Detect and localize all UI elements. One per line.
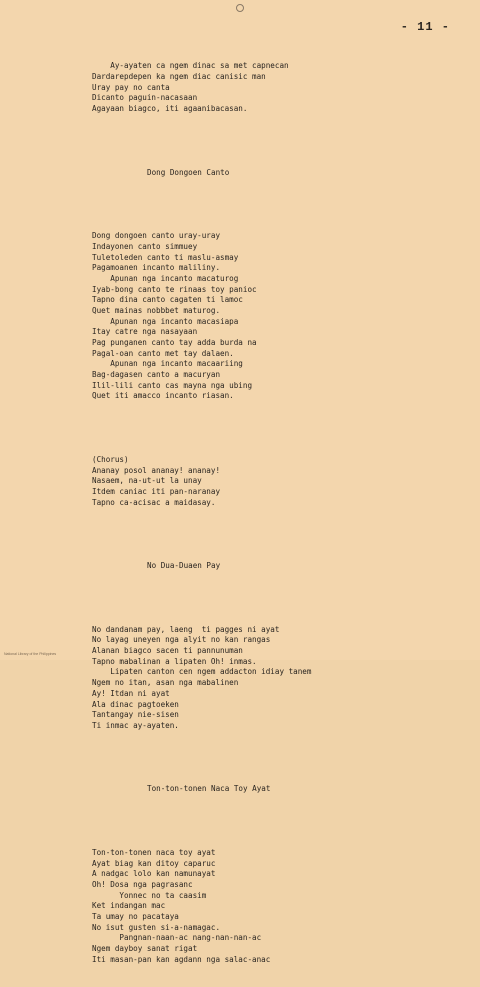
text-line: Ay! Itdan ni ayat: [92, 688, 170, 698]
text-line: Ay-ayaten ca ngem dinac sa met capnecan: [92, 61, 289, 71]
text-line: No layag uneyen nga alyit no kan rangas: [92, 635, 271, 645]
section-chorus: [92, 455, 452, 508]
text-line: Yonnec no ta caasim: [92, 890, 207, 900]
text-line: Apunan nga incanto macaturog: [92, 273, 239, 283]
text-line: Tapno mabalinan a lipaten Oh! inmas.: [92, 656, 257, 666]
text-line: Dicanto paguin-nacasaan: [92, 93, 198, 103]
text-line: Itdem caniac iti pan-naranay: [92, 487, 221, 497]
text-line: Ta umay no pacataya: [92, 912, 179, 922]
song-title-dong-dongoen: Dong Dongoen Canto: [147, 167, 230, 177]
section-dong-dongoen: [92, 231, 452, 402]
section-ay-ayaten: [92, 61, 452, 114]
text-line: Dardarepdepen ka ngem diac canisic man: [92, 72, 266, 82]
text-line: Indayonen canto simmuey: [92, 241, 198, 251]
text-line: Pag punganen canto tay adda burda na: [92, 338, 257, 348]
binding-hole: [236, 4, 244, 12]
text-line: Ngem no itan, asan nga mabalinen: [92, 678, 239, 688]
text-line: Iti masan-pan kan agdann nga salac-anac: [92, 954, 271, 964]
text-line: Itay catre nga nasayaan: [92, 327, 198, 337]
footer-credit: National Library of the Philippines: [4, 652, 57, 656]
text-line: Iyab-bong canto te rinaas toy panioc: [92, 284, 257, 294]
text-line: Pagal-oan canto met tay dalaen.: [92, 348, 234, 358]
text-line: Pangnan-naan-ac nang-nan-nan-ac: [92, 933, 262, 943]
text-line: Bag-dagasen canto a macuryan: [92, 370, 221, 380]
text-line: No isut gusten si-a-namagac.: [92, 922, 221, 932]
text-line: Ananay posol ananay! ananay!: [92, 465, 221, 475]
text-line: Alanan biagco sacen ti pannunuman: [92, 646, 243, 656]
section-ton-ton-tonen: [92, 848, 452, 966]
text-line: Tapno ca-acisac a maidasay.: [92, 497, 216, 507]
text-line: Quet iti amacco incanto riasan.: [92, 391, 234, 401]
text-line: Pagamoanen incanto maliliny.: [92, 263, 221, 273]
song-text: [92, 40, 452, 987]
text-line: Nasaem, na-ut-ut la unay: [92, 476, 202, 486]
text-line: Ala dinac pagtoeken: [92, 699, 179, 709]
text-line: Apunan nga incanto macaariing: [92, 359, 243, 369]
text-line: Tuletoleden canto ti maslu-asmay: [92, 252, 239, 262]
section-no-dua-duaen: [92, 625, 452, 732]
text-line: Ton-ton-tonen naca toy ayat: [92, 847, 216, 857]
text-line: Dong dongoen canto uray-uray: [92, 231, 221, 241]
song-title-no-dua-duaen: No Dua-Duaen Pay: [147, 561, 221, 571]
text-line: No dandanam pay, laeng ti pagges ni ayat: [92, 624, 280, 634]
song-title-ton-ton-tonen: Ton-ton-tonen Naca Toy Ayat: [147, 784, 271, 794]
text-line: Ngem dayboy sanat rigat: [92, 944, 198, 954]
text-line: (Chorus): [92, 454, 129, 464]
text-line: A nadgac lolo kan namunayat: [92, 869, 216, 879]
text-line: Uray pay no canta: [92, 82, 170, 92]
text-line: Lipaten canton cen ngem addacton idiay tanem: [92, 667, 312, 677]
text-line: Ket indangan mac: [92, 901, 166, 911]
text-line: Tantangay nie-sisen: [92, 710, 179, 720]
text-line: Agayaan biagco, iti agaanibacasan.: [92, 104, 248, 114]
text-line: Ayat biag kan ditoy caparuc: [92, 858, 216, 868]
text-line: Ti inmac ay-ayaten.: [92, 720, 179, 730]
page-number: - 11 -: [400, 20, 450, 34]
text-line: Oh! Dosa nga pagrasanc: [92, 879, 193, 889]
text-line: Tapno dina canto cagaten ti lamoc: [92, 295, 243, 305]
text-line: Ilil-lili canto cas mayna nga ubing: [92, 380, 253, 390]
text-line: Quet mainas nobbbet maturog.: [92, 305, 221, 315]
text-line: Apunan nga incanto macasiapa: [92, 316, 239, 326]
